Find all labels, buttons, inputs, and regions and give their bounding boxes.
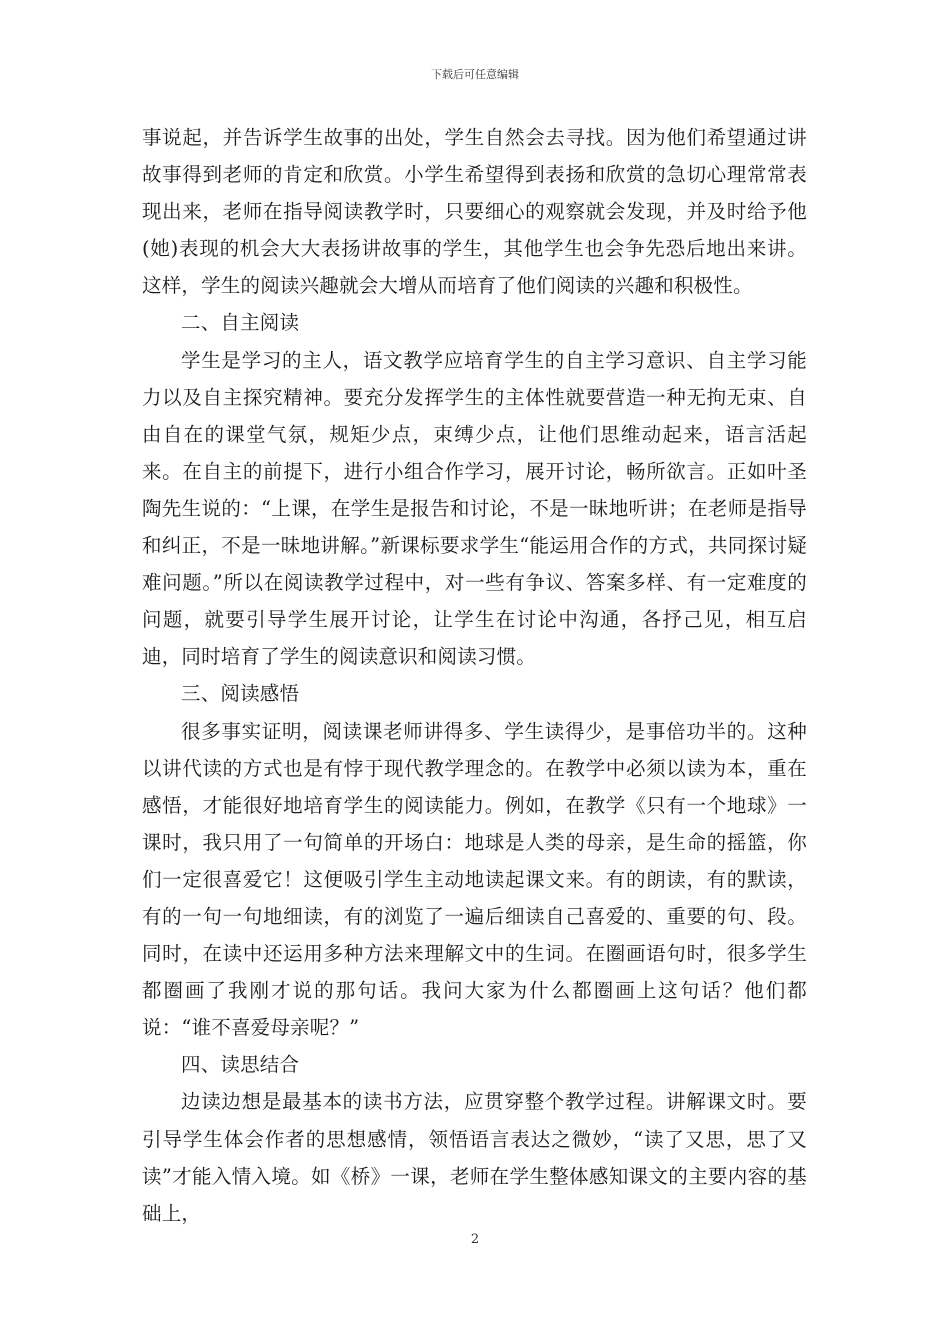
page-number: 2 (470, 1232, 480, 1247)
paragraph-autonomous-reading: 学生是学习的主人，语文教学应培育学生的自主学习意识、自主学习能力以及自主探究精神。要充分发挥学生的主体性就要营造一种无拘无束、自由自在的课堂气氛，规矩少点，束缚少点，让他们思维动起来，语言活起来。在自主的前提下，进行小组合作学习，展开讨论，畅所欲言。正如叶圣陶先生说的：“上课，在学生是报告和讨论，不是一昧地听讲；在老师是指导和纠正，不是一昧地讲解。”新课标要求学生“能运用合作的方式，共同探讨疑难问题。”所以在阅读教学过程中，对一些有争议、答案多样、有一定难度的问题，就要引导学生展开讨论，让学生在讨论中沟通，各抒己见，相互启迪，同时培育了学生的阅读意识和阅读习惯。 (142, 348, 807, 669)
document-body (142, 119, 807, 1232)
paragraph-reading-insight: 很多事实证明，阅读课老师讲得多、学生读得少，是事倍功半的。这种以讲代读的方式也是有悖于现代教学理念的。在教学中必须以读为本，重在感悟，才能很好地培育学生的阅读能力。例如，在教学《只有一个地球》一课时，我只用了一句简单的开场白：地球是人类的母亲，是生命的摇篮，你们一定很喜爱它！这便吸引学生主动地读起课文来。有的朗读，有的默读，有的一句一句地细读，有的浏览了一遍后细读自己喜爱的、重要的句、段。同时，在读中还运用多种方法来理解文中的生词。在圈画语句时，很多学生都圈画了我刚才说的那句话。我问大家为什么都圈画上这句话？他们都说：“谁不喜爱母亲呢？” (142, 719, 807, 1040)
page-header: 下载后可任意编辑 (431, 68, 519, 81)
section-heading-2: 二、自主阅读 (181, 311, 300, 335)
section-heading-4: 四、读思结合 (181, 1053, 300, 1077)
paragraph-reading-thinking: 边读边想是最基本的读书方法，应贯穿整个教学过程。讲解课文时。要引导学生体会作者的思想感情，领悟语言表达之微妙，“读了又思，思了又读”才能入情入境。如《桥》一课，老师在学生整体感知课文的主要内容的基础上， (142, 1090, 807, 1225)
section-heading-3: 三、阅读感悟 (181, 682, 300, 706)
paragraph-continuation: 事说起，并告诉学生故事的出处，学生自然会去寻找。因为他们希望通过讲故事得到老师的肯定和欣赏。小学生希望得到表扬和欣赏的急切心理常常表现出来，老师在指导阅读教学时，只要细心的观察就会发现，并及时给予他(她)表现的机会大大表扬讲故事的学生，其他学生也会争先恐后地出来讲。这样，学生的阅读兴趣就会大增从而培育了他们阅读的兴趣和积极性。 (142, 126, 807, 298)
